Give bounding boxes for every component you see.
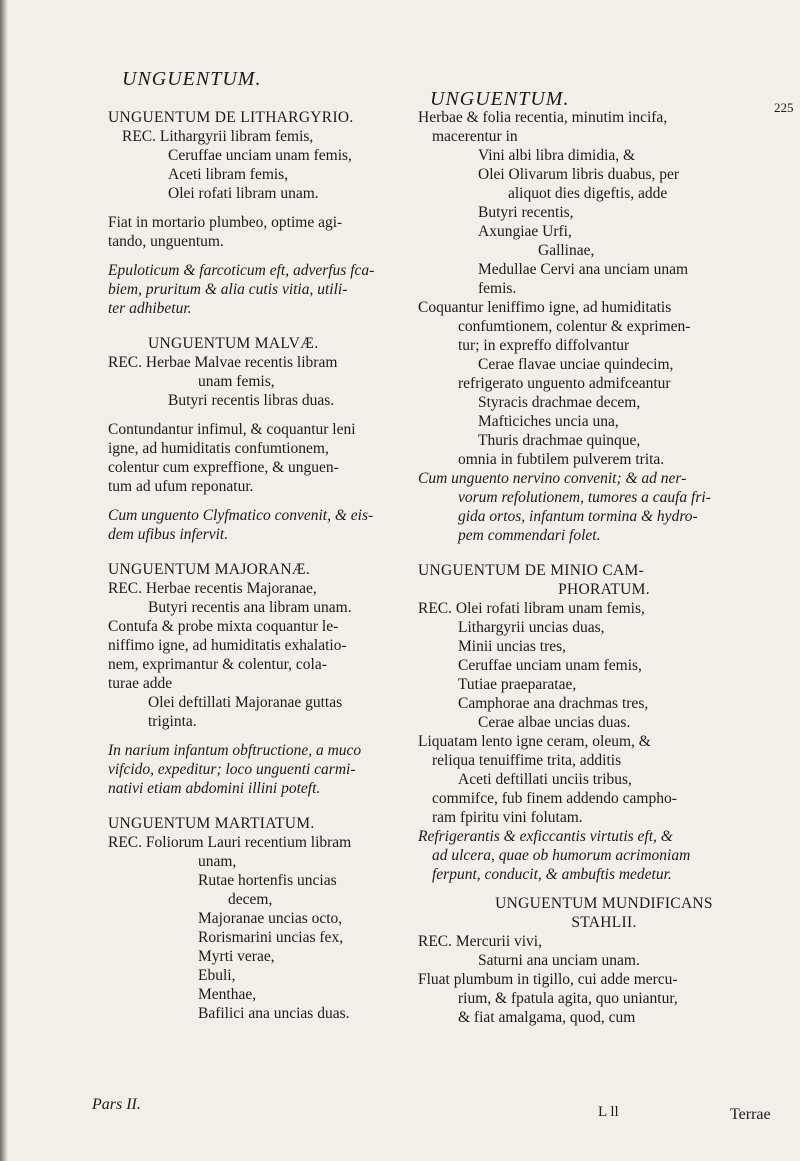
section-heading: PHORATUM. (558, 581, 650, 598)
text-line: REC. Herbae Malvae recentis libram (108, 354, 338, 371)
section-heading: UNGUENTUM DE LITHARGYRIO. (108, 109, 354, 126)
text-line: unam femis, (198, 373, 275, 390)
text-line: pem commendari folet. (458, 527, 601, 544)
text-line: Contufa & probe mixta coquantur le- (108, 618, 339, 635)
text-line: REC. Foliorum Lauri recentium libram (108, 834, 352, 851)
text-line: Epuloticum & farcoticum eft, adverfus fca- (108, 262, 375, 279)
right-column (418, 108, 790, 1027)
text-line: gida ortos, infantum tormina & hydro- (458, 508, 698, 525)
text-line: Ebuli, (198, 967, 236, 984)
text-line: Olei rofati libram unam. (168, 185, 319, 202)
text-line: tur; in expreffo diffolvantur (458, 337, 630, 354)
text-line: tando, unguentum. (108, 233, 224, 250)
text-line: Gallinae, (538, 242, 595, 259)
text-line: ad ulcera, quae ob humorum acrimoniam (432, 847, 691, 864)
section-heading: UNGUENTUM MARTIATUM. (108, 815, 315, 832)
text-line: Liquatam lento igne ceram, oleum, & (418, 733, 651, 750)
text-line: Aceti libram femis, (168, 166, 289, 183)
text-line: ram fpiritu vini folutam. (432, 809, 583, 826)
text-line: Majoranae uncias octo, (198, 910, 343, 927)
text-line: Medullae Cervi ana unciam unam (478, 261, 689, 278)
text-line: Olei Olivarum libris duabus, per (478, 166, 680, 183)
left-column (108, 108, 416, 1023)
text-line: unam, (198, 853, 237, 870)
text-line: ferpunt, conducit, & ambuftis medetur. (432, 866, 672, 883)
text-line: tum ad ufum reponatur. (108, 478, 254, 495)
text-line: Menthae, (198, 986, 257, 1003)
text-line: Cerae flavae unciae quindecim, (478, 356, 674, 373)
text-line: triginta. (148, 713, 197, 730)
text-line: Cum unguento Clyfmatico convenit, & eis- (108, 507, 374, 524)
text-line: Herbae & folia recentia, minutim incifa, (418, 109, 668, 126)
text-line: vorum refolutionem, tumores a caufa fri- (458, 489, 711, 506)
text-line: Axungiae Urfi, (478, 223, 572, 240)
text-line: Thuris drachmae quinque, (478, 432, 641, 449)
text-line: nativi etiam abdomini illini poteft. (108, 780, 321, 797)
section-heading: UNGUENTUM MUNDIFICANS (495, 895, 713, 912)
text-line: ter adhibetur. (108, 300, 192, 317)
text-line: Fluat plumbum in tigillo, cui adde mercu- (418, 971, 678, 988)
text-line: Cum unguento nervino convenit; & ad ner- (418, 470, 687, 487)
running-head-right: UNGUENTUM. (430, 88, 570, 110)
text-line: Styracis drachmae decem, (478, 394, 641, 411)
text-line: REC. Lithargyrii libram femis, (122, 128, 314, 145)
text-line: Fiat in mortario plumbeo, optime agi- (108, 214, 343, 231)
text-line: igne, ad humiditatis confumtionem, (108, 440, 329, 457)
text-line: Camphorae ana drachmas tres, (458, 695, 649, 712)
text-line: Butyri recentis ana libram unam. (148, 599, 352, 616)
text-line: biem, pruritum & alia cutis vitia, utili- (108, 281, 348, 298)
text-line: Myrti verae, (198, 948, 275, 965)
text-line: colentur cum expreffione, & unguen- (108, 459, 339, 476)
text-line: Vini albi libra dimidia, & (478, 147, 636, 164)
text-line: confumtionem, colentur & exprimen- (458, 318, 691, 335)
text-line: rium, & fpatula agita, quo uniantur, (458, 990, 678, 1007)
section-heading: UNGUENTUM DE MINIO CAM- (418, 562, 645, 579)
text-line: Minii uncias tres, (458, 638, 567, 655)
page-number: 225 (774, 100, 794, 115)
text-line: Ceruffae unciam unam femis, (168, 147, 352, 164)
text-line: & fiat amalgama, quod, cum (458, 1009, 636, 1026)
text-line: vifcido, expeditur; loco unguenti carmi- (108, 761, 356, 778)
text-line: niffimo igne, ad humiditatis exhalatio- (108, 637, 347, 654)
text-line: decem, (228, 891, 273, 908)
text-line: Butyri recentis, (478, 204, 574, 221)
pars-label: Pars II. (92, 1096, 141, 1113)
section-heading: UNGUENTUM MALVÆ. (148, 335, 319, 352)
text-line: Rorismarini uncias fex, (198, 929, 344, 946)
text-line: Rutae hortenfis uncias (198, 872, 337, 889)
text-line: Cerae albae uncias duas. (478, 714, 631, 731)
section-heading: STAHLII. (571, 914, 637, 931)
text-line: Saturni ana unciam unam. (478, 952, 640, 969)
text-line: Bafilici ana uncias duas. (198, 1005, 350, 1022)
text-line: Olei deftillati Majoranae guttas (148, 694, 343, 711)
text-line: Tutiae praeparatae, (458, 676, 577, 693)
catchword: Terrae (730, 1106, 771, 1123)
text-line: REC. Olei rofati libram unam femis, (418, 600, 645, 617)
section-heading: UNGUENTUM MAJORANÆ. (108, 561, 311, 578)
text-line: Contundantur infimul, & coquantur leni (108, 421, 356, 438)
text-line: REC. Herbae recentis Majoranae, (108, 580, 317, 597)
text-line: aliquot dies digeftis, adde (508, 185, 668, 202)
binding-edge (0, 0, 8, 1161)
text-line: REC. Mercurii vivi, (418, 933, 542, 950)
text-line: In narium infantum obftructione, a muco (108, 742, 362, 759)
text-line: nem, exprimantur & colentur, cola- (108, 656, 327, 673)
text-line: commifce, fub finem addendo campho- (432, 790, 677, 807)
text-line: Butyri recentis libras duas. (168, 392, 335, 409)
text-line: Coquantur leniffimo igne, ad humiditatis (418, 299, 672, 316)
text-line: Lithargyrii uncias duas, (458, 619, 605, 636)
running-head-left: UNGUENTUM. (122, 68, 262, 90)
text-line: Mafticiches uncia una, (478, 413, 619, 430)
signature-mark: L ll (598, 1104, 619, 1120)
text-line: refrigerato unguento admifceantur (458, 375, 671, 392)
text-line: Ceruffae unciam unam femis, (458, 657, 642, 674)
text-line: Aceti deftillati unciis tribus, (458, 771, 632, 788)
text-line: macerentur in (432, 128, 518, 145)
text-line: omnia in fubtilem pulverem trita. (458, 451, 665, 468)
text-line: turae adde (108, 675, 173, 692)
text-line: dem ufibus infervit. (108, 526, 229, 543)
text-line: femis. (478, 280, 517, 297)
text-line: reliqua tenuiffime trita, additis (432, 752, 622, 769)
text-line: Refrigerantis & exficcantis virtutis eft, & (418, 828, 673, 845)
